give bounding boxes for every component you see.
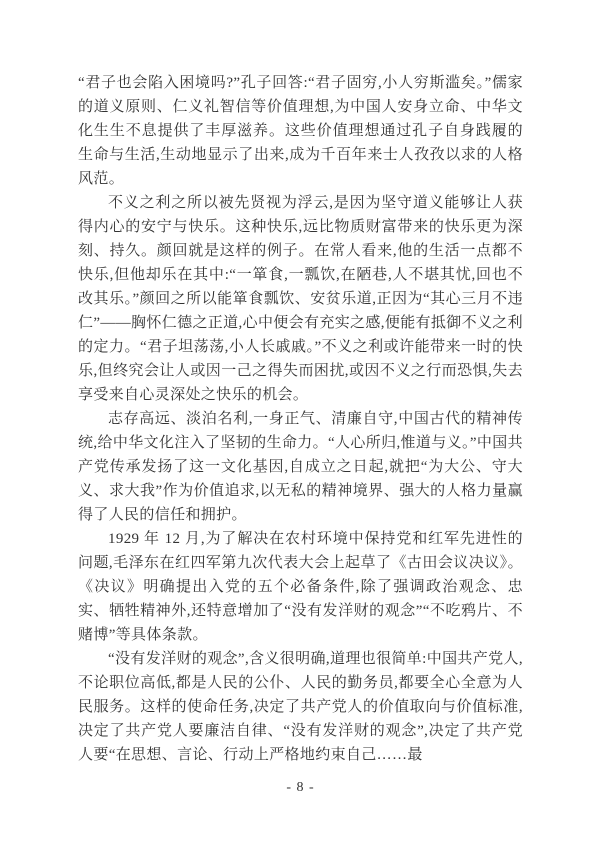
paragraph-2: 不义之利之所以被先贤视为浮云,是因为坚守道义能够让人获得内心的安宁与快乐。这种快乐,远比物质财富带来的快乐更为深刻、持久。颜回就是这样的例子。在常人看来,他的生活一点都不快乐,但他却乐在其中:“一箪食,一瓢饮,在陋巷,人不堪其忧,回也不改其乐。”颜回之所以能箪食瓢饮、安贫乐道,正因为“其心三月不违仁”——胸怀仁德之正道,心中便会有充实之感,便能有抵御不义之利的定力。“君子坦荡荡,小人长戚戚。”不义之利或许能带来一时的快乐,但终究会让人或因一己之得失而困扰,或因不义之行而恐惧,失去享受来自心灵深处之快乐的机会。 <box>78 195 524 403</box>
paragraph-3: 志存高远、淡泊名利,一身正气、清廉自守,中国古代的精神传统,给中华文化注入了坚韧的生命力。“人心所归,惟道与义。”中国共产党传承发扬了这一文化基因,自成立之日起,就把“为大公、守大义、求大我”作为价值追求,以无私的精神境界、强大的人格力量赢得了人民的信任和拥护。 <box>78 411 523 523</box>
page-number: - 8 - <box>286 780 315 795</box>
paragraph-5: “没有发洋财的观念”,含义很明确,道理也很简单:中国共产党人,不论职位高低,都是人民的公仆、人民的勤务员,都要全心全意为人民服务。这样的使命任务,决定了共产党人的价值取向与价值标准,决定了共产党人要廉洁自律、“没有发洋财的观念”,决定了共产党人要“在思想、言论、行动上严格地约束自己……最 <box>78 651 523 763</box>
page-body <box>78 71 523 767</box>
paragraph-1: “君子也会陷入困境吗?”孔子回答:“君子固穷,小人穷斯滥矣。”儒家的道义原则、仁义礼智信等价值理想,为中国人安身立命、中华文化生生不息提供了丰厚滋养。这些价值理想通过孔子自身践履的生命与生活,生动地显示了出来,成为千百年来士人孜孜以求的人格风范。 <box>78 75 523 187</box>
paragraph-4: 1929 年 12 月,为了解决在农村环境中保持党和红军先进性的问题,毛泽东在红四军第九次代表大会上起草了《古田会议决议》。《决议》明确提出入党的五个必备条件,除了强调政治观念、忠实、牺牲精神外,还特意增加了“没有发洋财的观念”“不吃鸦片、不赌博”等具体条款。 <box>78 531 523 643</box>
